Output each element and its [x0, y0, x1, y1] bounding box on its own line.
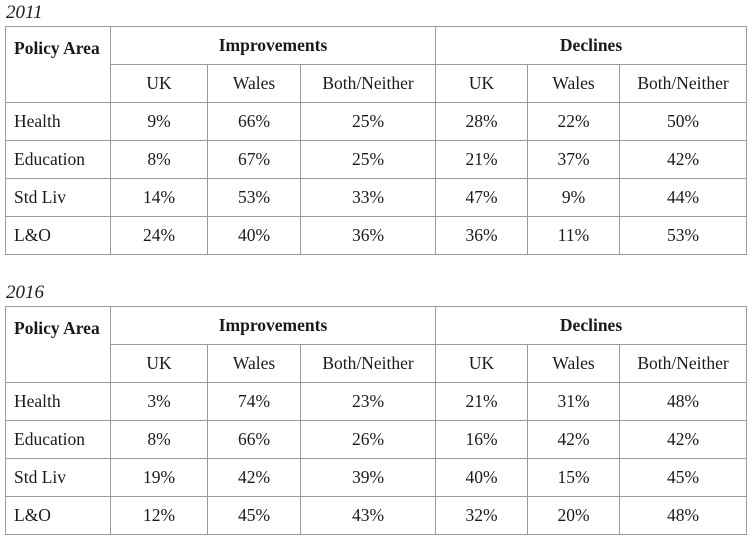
table-row — [6, 103, 747, 141]
table-row — [6, 179, 747, 217]
table-cell: 53% — [620, 217, 747, 255]
table-cell: 22% — [528, 103, 620, 141]
table-row — [6, 217, 747, 255]
col-header-both-neither: Both/Neither — [301, 65, 436, 103]
improvements-header: Improvements — [111, 307, 436, 345]
table-cell: 42% — [620, 421, 747, 459]
table-cell: 25% — [301, 141, 436, 179]
table-cell: 28% — [436, 103, 528, 141]
table-cell: 42% — [528, 421, 620, 459]
table-row — [6, 141, 747, 179]
policy-area-header: Policy Area — [6, 307, 111, 383]
table-cell: 74% — [208, 383, 301, 421]
table-cell: 40% — [436, 459, 528, 497]
table-cell: 42% — [208, 459, 301, 497]
table-cell: 21% — [436, 141, 528, 179]
row-label: Education — [6, 421, 111, 459]
row-label: Health — [6, 103, 111, 141]
table-cell: 16% — [436, 421, 528, 459]
table-cell: 12% — [111, 497, 208, 535]
table-cell: 45% — [208, 497, 301, 535]
col-header-both-neither: Both/Neither — [301, 345, 436, 383]
table-cell: 48% — [620, 383, 747, 421]
table-cell: 44% — [620, 179, 747, 217]
table-cell: 37% — [528, 141, 620, 179]
table-cell: 33% — [301, 179, 436, 217]
table-cell: 20% — [528, 497, 620, 535]
row-label: Health — [6, 383, 111, 421]
table-cell: 23% — [301, 383, 436, 421]
table-cell: 9% — [528, 179, 620, 217]
col-header-uk: UK — [111, 65, 208, 103]
improvements-header: Improvements — [111, 27, 436, 65]
col-header-both-neither: Both/Neither — [620, 345, 747, 383]
col-header-uk: UK — [111, 345, 208, 383]
table-cell: 31% — [528, 383, 620, 421]
table-cell: 36% — [436, 217, 528, 255]
table-cell: 15% — [528, 459, 620, 497]
policy-area-header: Policy Area — [6, 27, 111, 103]
table-cell: 47% — [436, 179, 528, 217]
table-cell: 66% — [208, 421, 301, 459]
row-label: L&O — [6, 497, 111, 535]
declines-header: Declines — [436, 307, 747, 345]
col-header-uk: UK — [436, 345, 528, 383]
table-cell: 24% — [111, 217, 208, 255]
table-cell: 8% — [111, 421, 208, 459]
table-cell: 48% — [620, 497, 747, 535]
table-cell: 25% — [301, 103, 436, 141]
table-cell: 36% — [301, 217, 436, 255]
col-header-wales: Wales — [208, 65, 301, 103]
col-header-uk: UK — [436, 65, 528, 103]
table-row — [6, 421, 747, 459]
year-heading-2011: 2011 — [6, 2, 43, 23]
table-cell: 66% — [208, 103, 301, 141]
table-row — [6, 459, 747, 497]
table-cell: 40% — [208, 217, 301, 255]
declines-header: Declines — [436, 27, 747, 65]
col-header-wales: Wales — [528, 65, 620, 103]
row-label: Education — [6, 141, 111, 179]
table-cell: 14% — [111, 179, 208, 217]
row-label: Std Liv — [6, 459, 111, 497]
table-row — [6, 497, 747, 535]
table-cell: 50% — [620, 103, 747, 141]
col-header-wales: Wales — [208, 345, 301, 383]
survey-table-2016 — [5, 306, 747, 535]
table-cell: 32% — [436, 497, 528, 535]
table-cell: 3% — [111, 383, 208, 421]
table-cell: 45% — [620, 459, 747, 497]
row-label: L&O — [6, 217, 111, 255]
table-cell: 19% — [111, 459, 208, 497]
table-cell: 39% — [301, 459, 436, 497]
table-cell: 26% — [301, 421, 436, 459]
col-header-wales: Wales — [528, 345, 620, 383]
row-label: Std Liv — [6, 179, 111, 217]
table-cell: 11% — [528, 217, 620, 255]
table-cell: 9% — [111, 103, 208, 141]
year-heading-2016: 2016 — [6, 282, 44, 303]
survey-table-2011 — [5, 26, 747, 255]
table-cell: 42% — [620, 141, 747, 179]
table-cell: 21% — [436, 383, 528, 421]
table-cell: 53% — [208, 179, 301, 217]
table-cell: 8% — [111, 141, 208, 179]
table-row — [6, 383, 747, 421]
table-cell: 43% — [301, 497, 436, 535]
table-cell: 67% — [208, 141, 301, 179]
col-header-both-neither: Both/Neither — [620, 65, 747, 103]
